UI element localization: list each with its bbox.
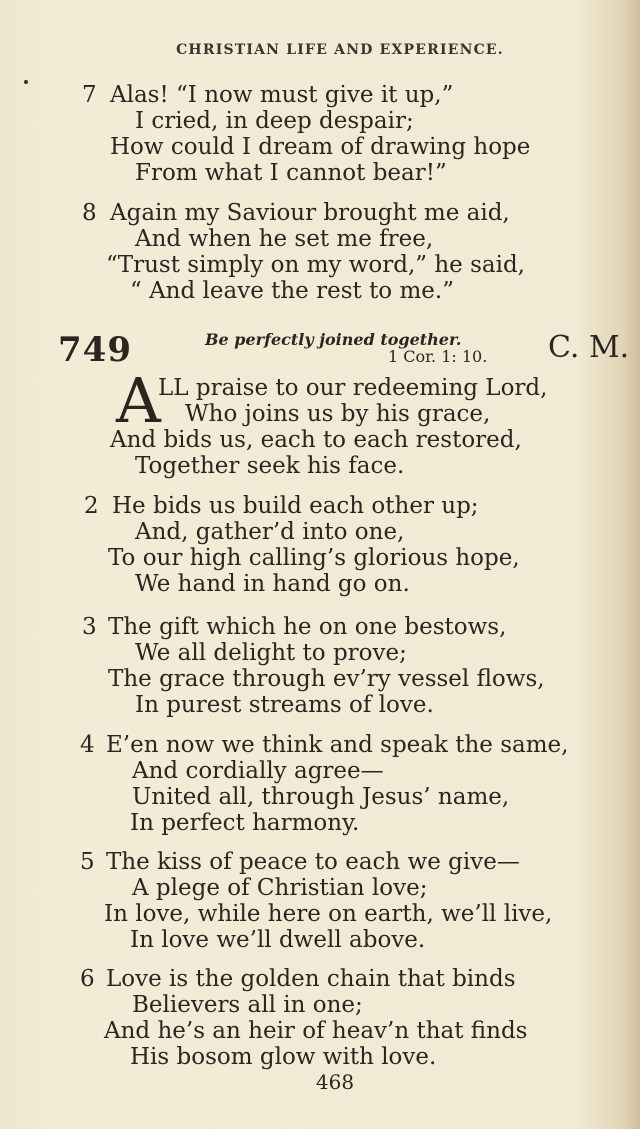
verse-line: The kiss of peace to each we give— — [106, 849, 520, 875]
verse-line: His bosom glow with love. — [130, 1044, 437, 1070]
verse-line: And when he set me free, — [135, 226, 434, 252]
verse-line: From what I cannot bear!” — [135, 160, 447, 186]
hymn-meter: C. M. — [548, 330, 630, 365]
verse-line: “ And leave the rest to me.” — [130, 278, 454, 304]
stanza-number: 2 — [84, 493, 99, 519]
stanza-number: 4 — [80, 732, 95, 758]
verse-line: And, gather’d into one, — [135, 519, 405, 545]
stanza-number: 7 — [82, 82, 97, 108]
verse-line: United all, through Jesus’ name, — [132, 784, 510, 810]
verse-line: In perfect harmony. — [130, 810, 360, 836]
verse-line: Love is the golden chain that binds — [106, 966, 516, 992]
verse-line: We hand in hand go on. — [135, 571, 410, 597]
verse-line: In love, while here on earth, we’ll live, — [104, 901, 553, 927]
scripture-reference: 1 Cor. 1: 10. — [388, 347, 488, 366]
verse-line: Who joins us by his grace, — [185, 401, 491, 427]
verse-line: Together seek his face. — [135, 453, 405, 479]
verse-line: We all delight to prove; — [135, 640, 407, 666]
stanza-number: 3 — [82, 614, 97, 640]
verse-line: How could I dream of drawing hope — [110, 134, 531, 160]
drop-cap: A — [116, 364, 161, 437]
verse-line: And he’s an heir of heav’n that finds — [104, 1018, 528, 1044]
stanza-number: 5 — [80, 849, 95, 875]
verse-line: LL praise to our redeeming Lord, — [158, 375, 548, 401]
stanza-number: 8 — [82, 200, 97, 226]
verse-line: Alas! “I now must give it up,” — [110, 82, 454, 108]
verse-line: In love we’ll dwell above. — [130, 927, 426, 953]
verse-line: A plege of Christian love; — [132, 875, 428, 901]
verse-line: And bids us, each to each restored, — [110, 427, 522, 453]
verse-line: To our high calling’s glorious hope, — [108, 545, 520, 571]
verse-line: I cried, in deep despair; — [135, 108, 414, 134]
verse-line: E’en now we think and speak the same, — [106, 732, 569, 758]
verse-line: Again my Saviour brought me aid, — [110, 200, 510, 226]
stanza-number: 6 — [80, 966, 95, 992]
verse-line: “Trust simply on my word,” he said, — [106, 252, 525, 278]
hymn-number: 749 — [58, 330, 132, 370]
verse-line: And cordially agree— — [132, 758, 384, 784]
verse-line: In purest streams of love. — [135, 692, 434, 718]
verse-line: The grace through ev’ry vessel flows, — [108, 666, 545, 692]
verse-line: The gift which he on one bestows, — [108, 614, 507, 640]
page-number: 468 — [315, 1070, 355, 1094]
margin-mark — [24, 80, 28, 84]
running-head: CHRISTIAN LIFE AND EXPERIENCE. — [176, 42, 504, 58]
verse-line: Believers all in one; — [132, 992, 363, 1018]
hymn-subtitle: Be perfectly joined together. — [205, 330, 462, 349]
verse-line: He bids us build each other up; — [112, 493, 479, 519]
